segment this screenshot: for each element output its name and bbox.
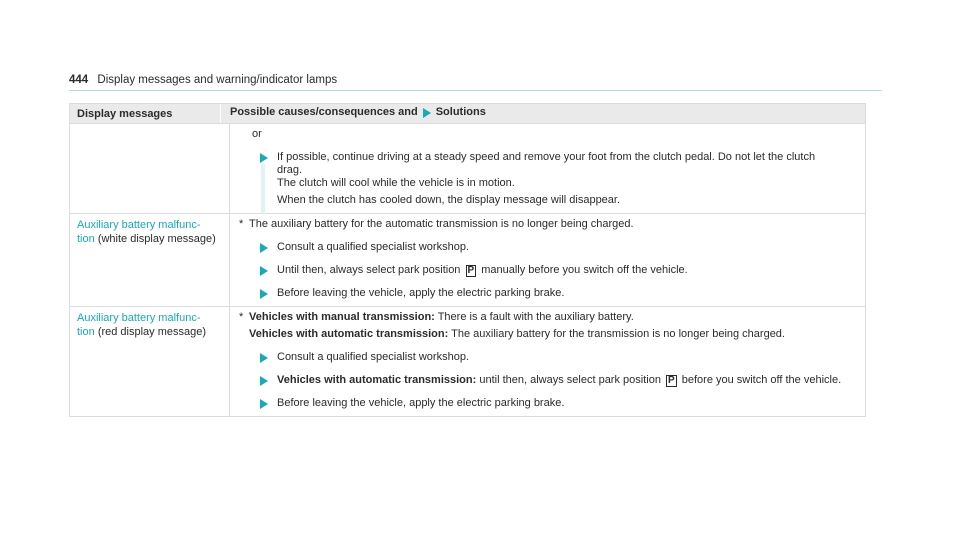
arrow-icon bbox=[423, 108, 431, 118]
step-text: Before leaving the vehicle, apply the electric parking brake. bbox=[277, 287, 565, 299]
arrow-icon bbox=[260, 243, 268, 253]
asterisk: * bbox=[239, 311, 244, 323]
message-name: Auxiliary battery malfunc- bbox=[77, 312, 201, 324]
table-row bbox=[70, 214, 865, 307]
step-bold: Vehicles with automatic transmission: bbox=[277, 374, 477, 386]
step-text: The clutch will cool while the vehicle is in motion. bbox=[277, 177, 515, 189]
step-text: If possible, continue driving at a steady speed and remove your foot from the clutch pedal. Do not let the clutch bbox=[277, 151, 816, 163]
messages-table bbox=[69, 103, 866, 417]
cause-text bbox=[239, 328, 857, 341]
arrow-icon bbox=[260, 153, 268, 163]
cause-bold: Vehicles with automatic transmission: bbox=[249, 328, 449, 340]
page-header bbox=[69, 74, 337, 86]
step-text: When the clutch has cooled down, the display message will disappear. bbox=[277, 194, 621, 206]
solution-step bbox=[239, 264, 857, 277]
arrow-icon bbox=[260, 266, 268, 276]
step-text bbox=[277, 374, 857, 387]
solution-step bbox=[239, 151, 857, 207]
step-text: Consult a qualified specialist workshop. bbox=[277, 241, 469, 253]
header-rule bbox=[69, 90, 882, 91]
message-color: (white display message) bbox=[97, 233, 216, 245]
col-header-causes-label: Possible causes/consequences and bbox=[230, 106, 418, 118]
solution-step bbox=[239, 397, 857, 410]
step-text: Consult a qualified specialist workshop. bbox=[277, 351, 469, 363]
causes-cell bbox=[230, 124, 865, 213]
page-number: 444 bbox=[69, 74, 89, 86]
causes-cell bbox=[230, 214, 865, 306]
park-position-icon: P bbox=[467, 265, 475, 276]
cause-text bbox=[239, 218, 857, 231]
step-text-part: until then, always select park position bbox=[479, 374, 661, 386]
page-title: Display messages and warning/indicator lamps bbox=[97, 74, 338, 86]
message-cell bbox=[70, 307, 230, 416]
cause-text bbox=[239, 311, 857, 324]
step-bar bbox=[261, 164, 265, 214]
col-header-messages: Display messages bbox=[70, 104, 221, 123]
message-name: Auxiliary battery malfunc- bbox=[77, 219, 201, 231]
message-color: (red display message) bbox=[97, 326, 207, 338]
solution-step bbox=[239, 374, 857, 387]
message-cell bbox=[70, 214, 230, 306]
cause-bold: Vehicles with manual transmission: bbox=[249, 311, 435, 323]
table-header bbox=[70, 104, 865, 124]
message-cell bbox=[70, 124, 230, 213]
causes-cell bbox=[230, 307, 865, 416]
cause-label: There is a fault with the auxiliary battery. bbox=[437, 311, 634, 323]
or-text: or bbox=[252, 128, 262, 140]
solution-step bbox=[239, 241, 857, 254]
arrow-icon bbox=[260, 376, 268, 386]
table-row bbox=[70, 307, 865, 416]
step-text bbox=[277, 264, 857, 277]
arrow-icon bbox=[260, 289, 268, 299]
message-name-cont: tion bbox=[77, 326, 95, 338]
message-name-cont: tion bbox=[77, 233, 95, 245]
table-row bbox=[70, 124, 865, 214]
step-text-part: before you switch off the vehicle. bbox=[681, 374, 842, 386]
arrow-icon bbox=[260, 353, 268, 363]
solution-step bbox=[239, 287, 857, 300]
step-text-part: manually before you switch off the vehicle. bbox=[481, 264, 688, 276]
step-text: drag. bbox=[277, 164, 303, 176]
step-text-part: Until then, always select park position bbox=[277, 264, 461, 276]
park-position-icon: P bbox=[668, 375, 675, 386]
solution-step bbox=[239, 351, 857, 364]
col-header-solutions-label: Solutions bbox=[435, 106, 486, 118]
arrow-icon bbox=[260, 399, 268, 409]
col-header-causes bbox=[221, 104, 865, 123]
cause-label: The auxiliary battery for the transmission is no longer being charged. bbox=[451, 328, 785, 340]
asterisk: * bbox=[239, 218, 244, 230]
step-text: Before leaving the vehicle, apply the electric parking brake. bbox=[277, 397, 565, 409]
cause-label: The auxiliary battery for the automatic transmission is no longer being charged. bbox=[249, 218, 634, 230]
